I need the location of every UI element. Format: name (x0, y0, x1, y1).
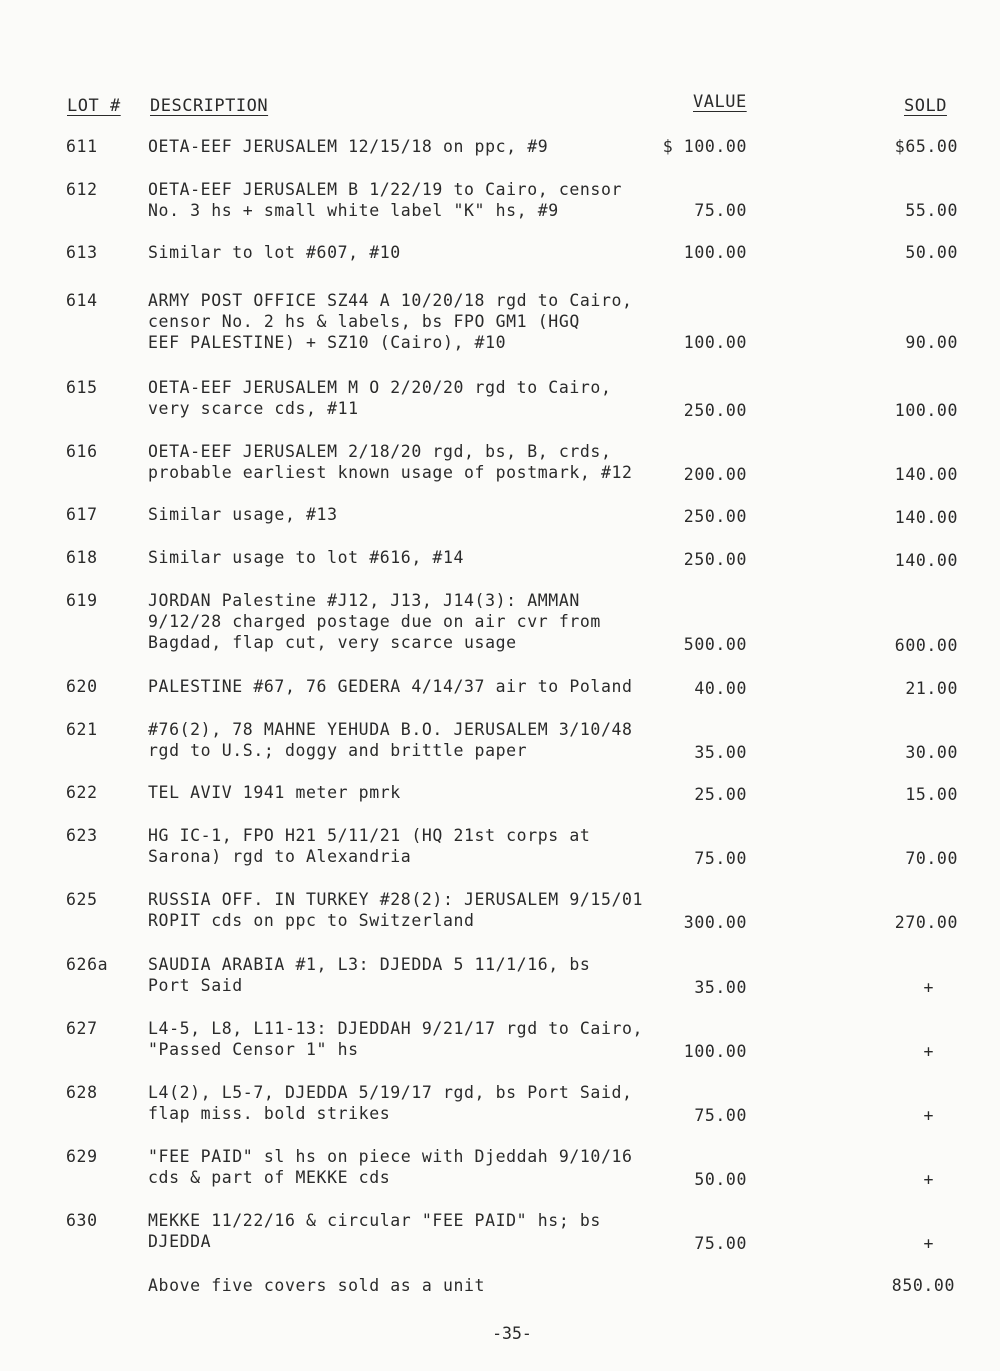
lot-description: RUSSIA OFF. IN TURKEY #28(2): JERUSALEM 9/15/01 ROPIT cds on ppc to Switzerland (148, 890, 644, 930)
lot-sold: 600.00 (894, 636, 958, 655)
lot-description: ARMY POST OFFICE SZ44 A 10/20/18 rgd to Cairo, censor No. 2 hs & labels, bs FPO GM1 (HGQ EEF PALESTINE) + SZ10 (Cairo), #10 (148, 291, 633, 352)
lot-value: 75.00 (694, 201, 747, 220)
lot-description: HG IC-1, FPO H21 5/11/21 (HQ 21st corps at Sarona) rgd to Alexandria (148, 826, 591, 866)
lot-sold: 50.00 (905, 243, 958, 262)
page-number (0, 1324, 1000, 1343)
lot-value: 100.00 (683, 333, 747, 352)
lot-value: 35.00 (694, 743, 747, 762)
lot-value: 35.00 (694, 978, 747, 997)
lot-number: 625 (66, 890, 98, 909)
lot-description: OETA-EEF JERUSALEM B 1/22/19 to Cairo, censor No. 3 hs + small white label "K" hs, #9 (148, 180, 623, 220)
lot-value: 75.00 (694, 1106, 747, 1125)
lot-sold: 140.00 (894, 508, 958, 527)
lot-value: 300.00 (683, 913, 747, 932)
lot-number: 620 (66, 677, 98, 696)
lot-number: 615 (66, 378, 98, 397)
lot-value: 75.00 (694, 1234, 747, 1253)
column-header-row (0, 92, 1000, 124)
lot-description: L4(2), L5-7, DJEDDA 5/19/17 rgd, bs Port Said, flap miss. bold strikes (148, 1083, 633, 1123)
lot-sold: 21.00 (905, 679, 958, 698)
lot-description: TEL AVIV 1941 meter pmrk (148, 783, 401, 802)
lot-sold: 100.00 (894, 401, 958, 420)
lot-number: 613 (66, 243, 98, 262)
lot-description: L4-5, L8, L11-13: DJEDDAH 9/21/17 rgd to Cairo, "Passed Censor 1" hs (148, 1019, 644, 1059)
lot-value: 40.00 (694, 679, 747, 698)
lot-description: OETA-EEF JERUSALEM M O 2/20/20 rgd to Cairo, very scarce cds, #11 (148, 378, 612, 418)
lot-number: 621 (66, 720, 98, 739)
lot-value: 100.00 (683, 1042, 747, 1061)
lot-value: 500.00 (683, 635, 747, 654)
lot-value: 100.00 (683, 243, 747, 262)
lot-description: PALESTINE #67, 76 GEDERA 4/14/37 air to Poland (148, 677, 633, 696)
lot-number: 618 (66, 548, 98, 567)
lot-sold: + (923, 978, 934, 997)
lot-sold: 30.00 (905, 743, 958, 762)
lot-description: Similar to lot #607, #10 (148, 243, 401, 262)
lot-value: 250.00 (683, 550, 747, 569)
lot-description: Similar usage to lot #616, #14 (148, 548, 465, 567)
header-lot: LOT # (67, 96, 121, 116)
lot-value: $ 100.00 (662, 137, 747, 156)
lot-description: JORDAN Palestine #J12, J13, J14(3): AMMAN 9/12/28 charged postage due on air cvr from Bagdad, flap cut, very scarce usage (148, 591, 601, 652)
lot-number: 630 (66, 1211, 98, 1230)
unit-sale-note-text: Above five covers sold as a unit (148, 1276, 486, 1295)
lot-value: 200.00 (683, 465, 747, 484)
page-number-text: -35- (492, 1324, 532, 1343)
lot-value: 75.00 (694, 849, 747, 868)
lot-description: Similar usage, #13 (148, 505, 338, 524)
lot-number: 629 (66, 1147, 98, 1166)
lot-sold: 70.00 (905, 849, 958, 868)
lot-number: 628 (66, 1083, 98, 1102)
header-description: DESCRIPTION (150, 96, 269, 116)
lot-number: 622 (66, 783, 98, 802)
header-sold: SOLD (904, 96, 947, 116)
lot-description: SAUDIA ARABIA #1, L3: DJEDDA 5 11/1/16, bs Port Said (148, 955, 591, 995)
lot-sold: 140.00 (894, 551, 958, 570)
lot-sold: 15.00 (905, 785, 958, 804)
header-value: VALUE (693, 92, 747, 112)
lot-number: 627 (66, 1019, 98, 1038)
lot-number: 614 (66, 291, 98, 310)
lot-sold: + (923, 1106, 934, 1125)
lot-sold: + (923, 1170, 934, 1189)
lot-value: 250.00 (683, 401, 747, 420)
lot-number: 617 (66, 505, 98, 524)
lot-sold: + (923, 1234, 934, 1253)
lot-number: 612 (66, 180, 98, 199)
lot-sold: + (923, 1042, 934, 1061)
lot-description: MEKKE 11/22/16 & circular "FEE PAID" hs; bs DJEDDA (148, 1211, 601, 1251)
lot-sold: 140.00 (894, 465, 958, 484)
lot-value: 25.00 (694, 785, 747, 804)
lot-sold: 270.00 (894, 913, 958, 932)
lot-number: 623 (66, 826, 98, 845)
lot-value: 250.00 (683, 507, 747, 526)
unit-sale-sold: 850.00 (891, 1276, 955, 1295)
lot-description: OETA-EEF JERUSALEM 12/15/18 on ppc, #9 (148, 137, 549, 156)
lot-description: "FEE PAID" sl hs on piece with Djeddah 9/10/16 cds & part of MEKKE cds (148, 1147, 633, 1187)
lot-number: 611 (66, 137, 98, 156)
lot-number: 616 (66, 442, 98, 461)
lot-sold: 90.00 (905, 333, 958, 352)
lot-value: 50.00 (694, 1170, 747, 1189)
lot-description: #76(2), 78 MAHNE YEHUDA B.O. JERUSALEM 3/10/48 rgd to U.S.; doggy and brittle paper (148, 720, 633, 760)
lot-description: OETA-EEF JERUSALEM 2/18/20 rgd, bs, B, crds, probable earliest known usage of postmark, #12 (148, 442, 633, 482)
lot-sold: 55.00 (905, 201, 958, 220)
lot-number: 619 (66, 591, 98, 610)
lot-sold: $65.00 (894, 137, 958, 156)
lot-number: 626a (66, 955, 109, 974)
